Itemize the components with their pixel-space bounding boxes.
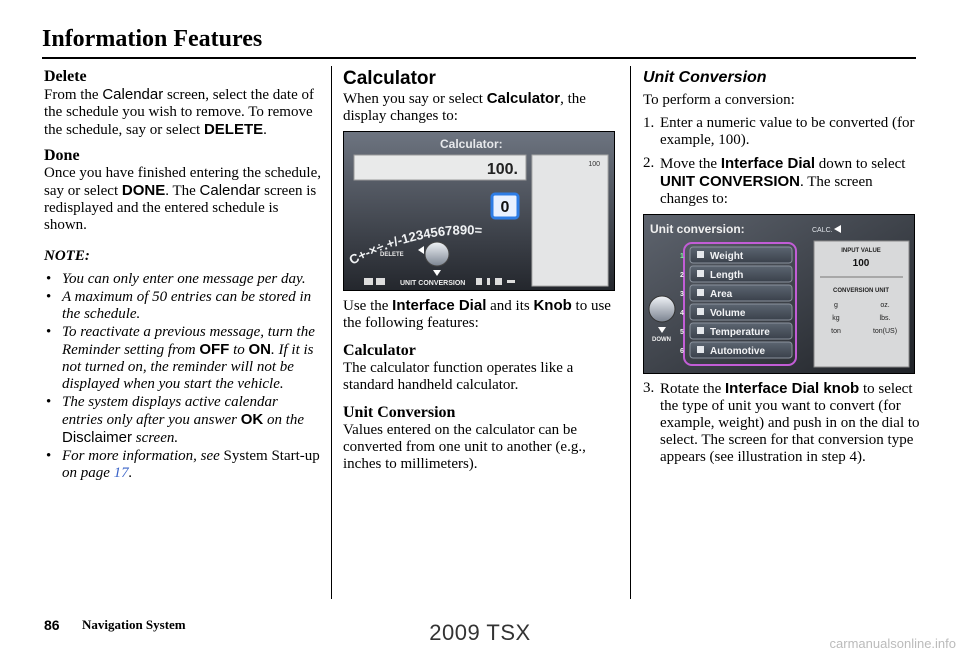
conversion-unit-label: CONVERSION UNIT bbox=[832, 288, 890, 294]
list-item: • The system displays active calendar entries only after you answer OK on the Disclaimer screen. bbox=[44, 394, 322, 447]
notes-list bbox=[44, 271, 322, 482]
fuel-icon bbox=[495, 278, 502, 285]
temperature-icon bbox=[487, 278, 490, 285]
unit-icon bbox=[697, 270, 704, 277]
unit-conversion-subheading: Unit Conversion bbox=[343, 404, 456, 421]
unit-conversion-screen-illustration bbox=[644, 215, 915, 374]
column-divider bbox=[630, 66, 631, 599]
conversion-unit: ton(US) bbox=[872, 328, 898, 335]
unit-icon bbox=[697, 346, 704, 353]
delete-heading: Delete bbox=[44, 68, 87, 85]
list-item: • You can only enter one message per day. bbox=[44, 271, 322, 288]
unit-list-number: 6 bbox=[680, 348, 684, 355]
column-right bbox=[643, 68, 921, 466]
knob-icon bbox=[425, 242, 449, 266]
unit-list-label: Area bbox=[710, 289, 733, 300]
conversion-unit: ton bbox=[831, 328, 841, 335]
watermark: carmanualsonline.info bbox=[829, 636, 956, 651]
footer-label: Navigation System bbox=[82, 617, 186, 632]
screen-title: Unit conversion: bbox=[650, 222, 745, 236]
unit-conversion-label[interactable]: UNIT CONVERSION bbox=[400, 280, 466, 287]
calculator-subheading: Calculator bbox=[343, 342, 416, 359]
unit-list-label: Weight bbox=[710, 251, 744, 262]
display-value: 100. bbox=[486, 161, 518, 178]
unit-icon bbox=[697, 308, 704, 315]
column-divider bbox=[331, 66, 332, 599]
page-link[interactable]: 17 bbox=[113, 465, 129, 481]
done-paragraph: Once you have finished entering the schedule, say or select DONE. The Calendar screen is redisplayed and the entered schedule is shown. bbox=[44, 165, 321, 233]
unit-list-label: Length bbox=[710, 270, 744, 281]
memory-value: 100 bbox=[588, 161, 600, 168]
unit-list-item[interactable] bbox=[680, 323, 792, 339]
unit-list-item[interactable] bbox=[680, 266, 792, 282]
save-icon bbox=[364, 278, 373, 285]
unit-list-label: Volume bbox=[710, 308, 746, 319]
list-item: 2. Move the Interface Dial down to select UNIT CONVERSION. The screen changes to: bbox=[643, 155, 906, 207]
calculator-keys[interactable]: C+-×÷.+/-1234567890= bbox=[346, 222, 483, 268]
unit-list-number: 3 bbox=[680, 291, 684, 298]
page-title: Information Features bbox=[42, 26, 263, 52]
input-value-label: INPUT VALUE bbox=[841, 248, 881, 254]
conversion-unit: g bbox=[834, 302, 838, 309]
screen-title: Calculator: bbox=[440, 137, 503, 151]
unit-icon bbox=[697, 289, 704, 296]
conversion-unit: kg bbox=[832, 315, 840, 322]
unit-conversion-screen bbox=[643, 214, 915, 374]
done-heading: Done bbox=[44, 147, 80, 164]
calculator-screen-illustration bbox=[344, 132, 615, 291]
usage-paragraph: Use the Interface Dial and its Knob to use the following features: bbox=[343, 297, 611, 331]
delete-paragraph: From the Calendar screen, select the date of the schedule you wish to remove. To remove the schedule, say or select DELETE. bbox=[44, 86, 314, 138]
calc-button[interactable]: CALC. bbox=[812, 227, 833, 234]
conversion-unit: oz. bbox=[880, 302, 890, 309]
unit-conversion-description: Values entered on the calculator can be converted from one unit to another (e.g., inches to millimeters). bbox=[343, 422, 586, 472]
steps-list bbox=[643, 115, 921, 208]
list-item: • To reactivate a previous message, turn the Reminder setting from OFF to ON. If it is not turned on, the reminder will not be displayed when you start the vehicle. bbox=[44, 324, 322, 393]
unit-list-number: 1 bbox=[680, 253, 684, 260]
model-label: 2009 TSX bbox=[429, 620, 531, 645]
input-value: 100 bbox=[852, 258, 870, 269]
unit-list-item[interactable] bbox=[680, 304, 792, 320]
selected-key-label: 0 bbox=[500, 199, 510, 216]
unit-list-item[interactable] bbox=[680, 342, 792, 358]
conversion-intro: To perform a conversion: bbox=[643, 92, 795, 108]
list-item: 1. Enter a numeric value to be converted (for example, 100). bbox=[643, 115, 915, 148]
unit-list-number: 4 bbox=[680, 310, 684, 317]
list-item: • For more information, see System Start-up on page 17. bbox=[44, 448, 322, 482]
steps-list-continued bbox=[643, 380, 921, 466]
unit-list-label: Temperature bbox=[710, 327, 770, 338]
grid-icon bbox=[376, 278, 385, 285]
calculator-heading: Calculator bbox=[343, 68, 436, 89]
list-item: 3. Rotate the Interface Dial knob to select the type of unit you want to convert (for example, weight) and push in on the dial to select. The screen for that conversion type appears (see illustration in step 4). bbox=[643, 380, 920, 465]
unit-conversion-heading: Unit Conversion bbox=[643, 69, 767, 86]
list-item: • A maximum of 50 entries can be stored in the schedule. bbox=[44, 289, 322, 323]
memory-panel bbox=[532, 155, 608, 286]
calculator-description: The calculator function operates like a standard handheld calculator. bbox=[343, 360, 574, 393]
unit-icon bbox=[697, 327, 704, 334]
knob-icon bbox=[649, 296, 675, 322]
conversion-unit: lbs. bbox=[879, 315, 891, 322]
calculator-screen bbox=[343, 131, 615, 291]
delete-label[interactable]: DELETE bbox=[380, 252, 404, 258]
page-number: 86 bbox=[44, 617, 60, 633]
calculator-intro: When you say or select Calculator, the display changes to: bbox=[343, 90, 586, 124]
unit-list-number: 2 bbox=[680, 272, 684, 279]
column-left bbox=[44, 68, 322, 483]
down-label: DOWN bbox=[652, 337, 671, 343]
volume-icon bbox=[476, 278, 482, 285]
note-heading: NOTE: bbox=[44, 248, 90, 264]
column-middle bbox=[343, 68, 621, 473]
unit-list-item[interactable] bbox=[680, 285, 792, 301]
title-rule bbox=[42, 57, 916, 59]
unit-list-label: Automotive bbox=[710, 346, 765, 357]
arrows-icon bbox=[507, 280, 515, 283]
unit-list-number: 5 bbox=[680, 329, 684, 336]
unit-list-item[interactable] bbox=[680, 247, 792, 263]
unit-icon bbox=[697, 251, 704, 258]
